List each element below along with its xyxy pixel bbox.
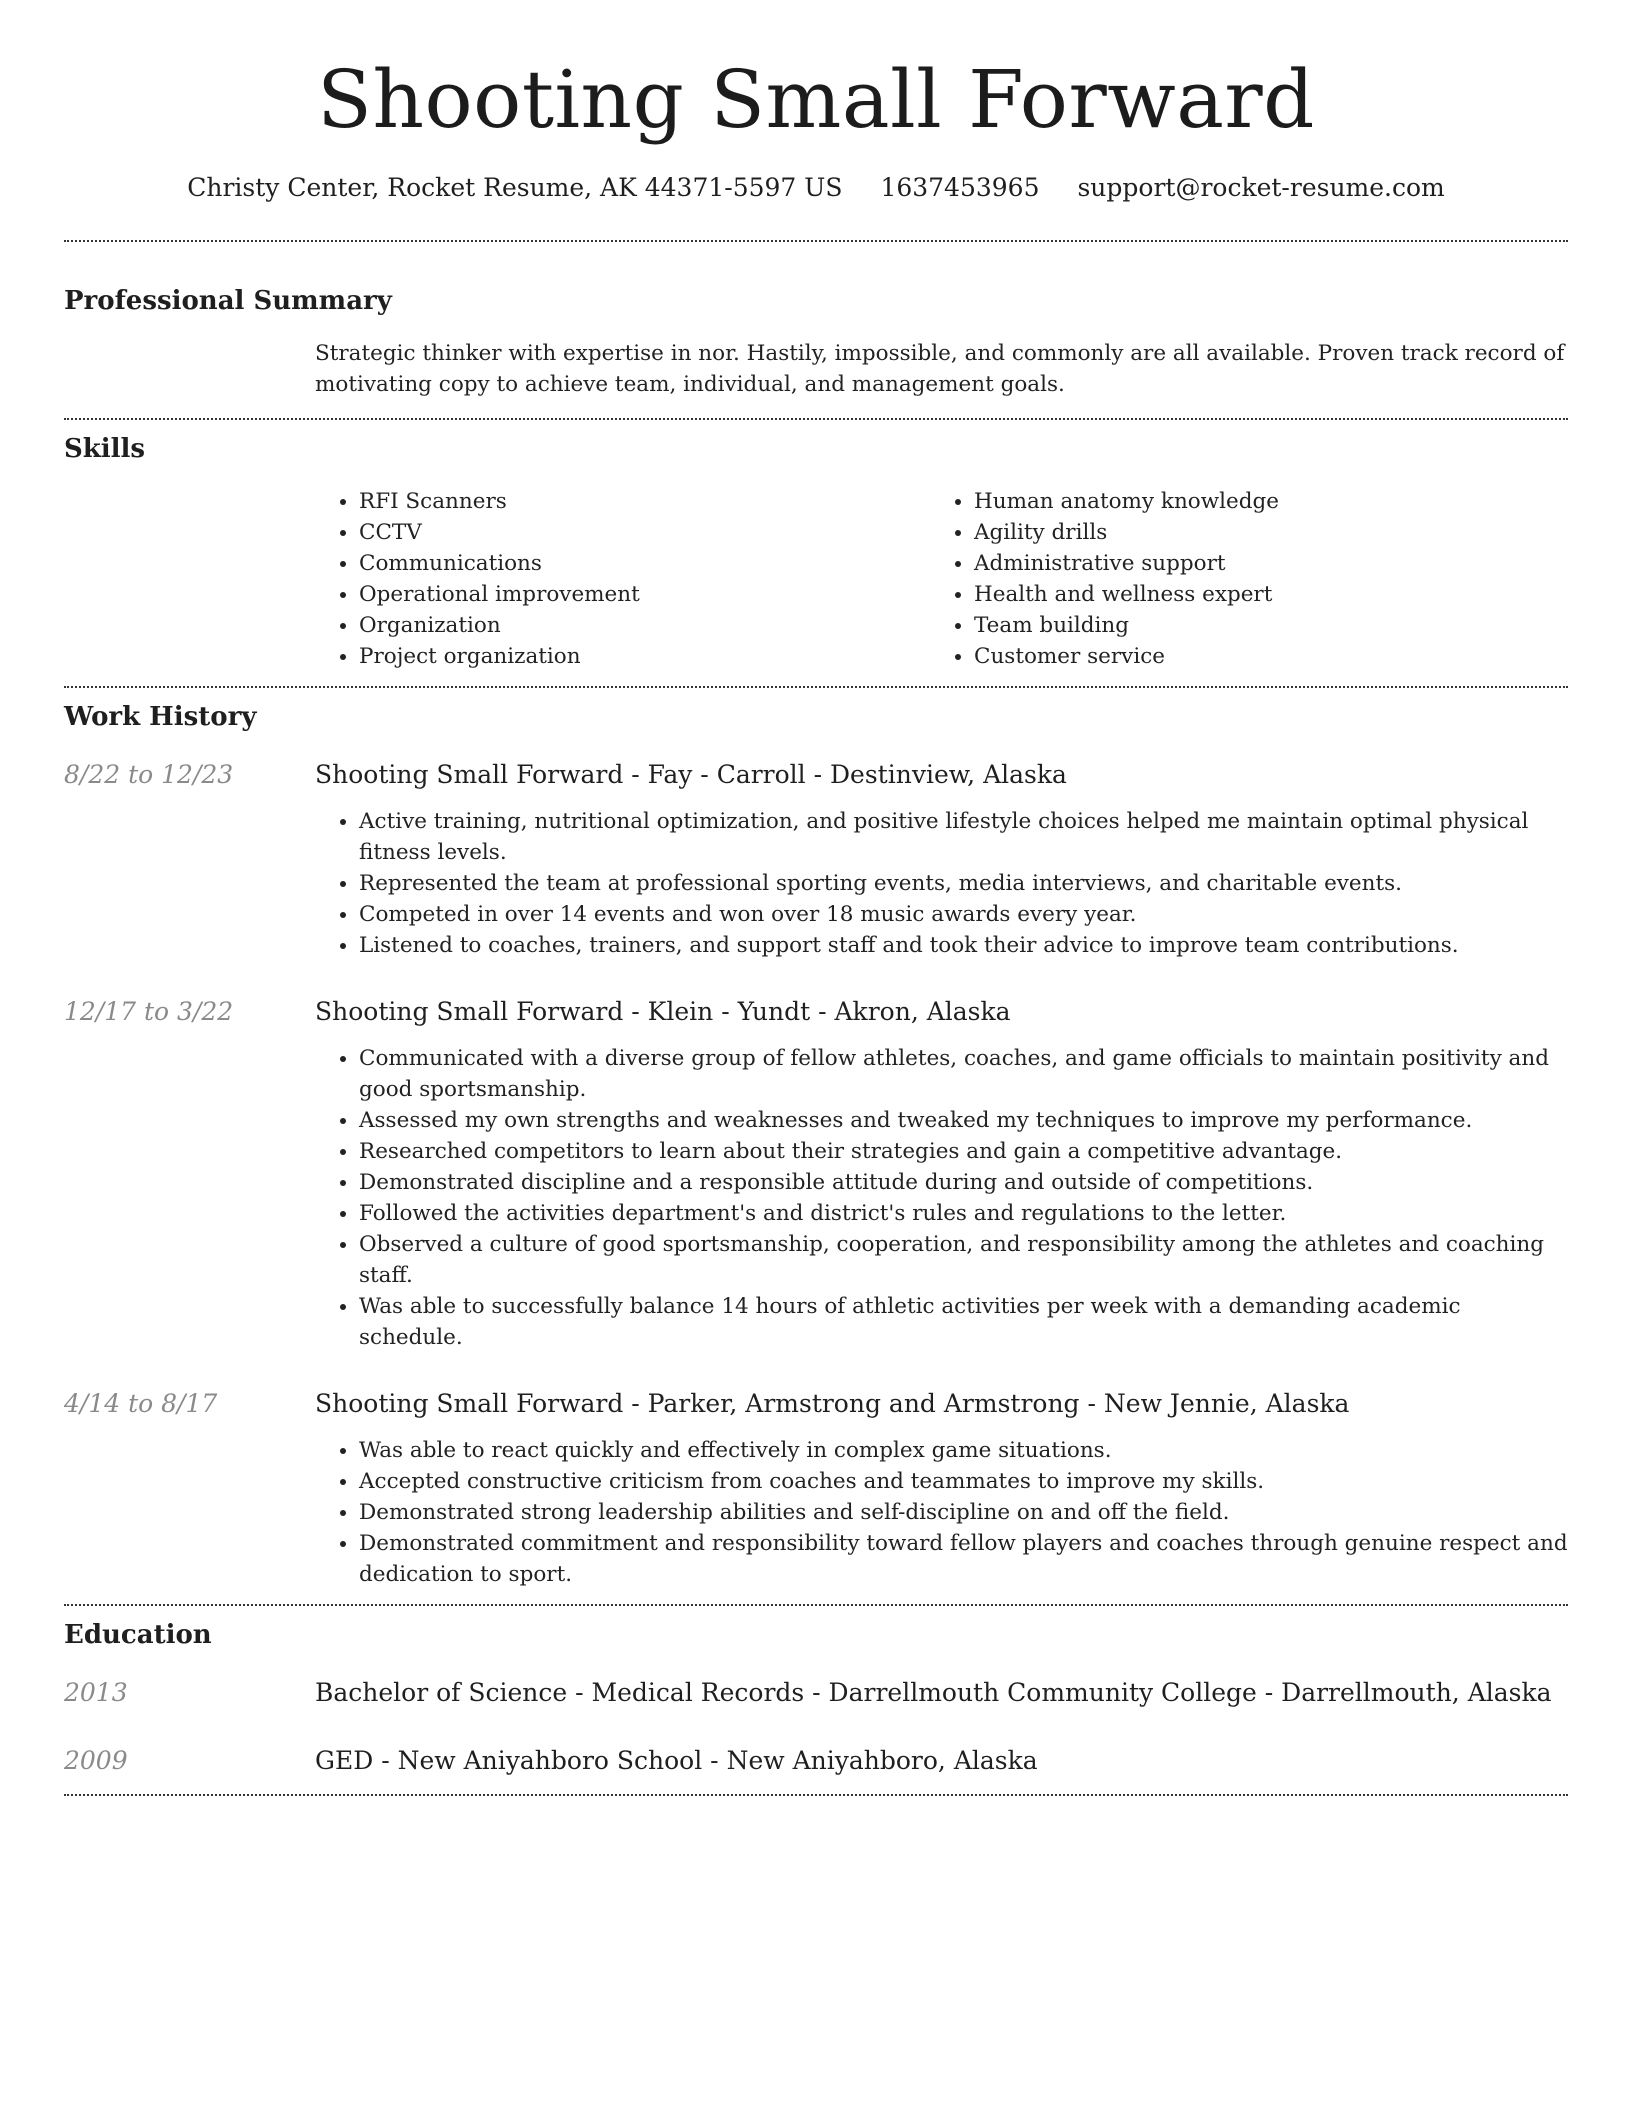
skill-item: • Customer service: [974, 641, 1568, 672]
job-dates: 8/22 to 12/23: [64, 760, 234, 789]
job-bullet: • Communicated with a diverse group of fellow athletes, coaches, and game officials to maintain positivity and good sportsmanship.: [359, 1043, 1568, 1105]
summary-heading: Professional Summary: [64, 286, 392, 316]
skill-item: • Agility drills: [974, 517, 1568, 548]
skill-item: • RFI Scanners: [359, 486, 930, 517]
education-details: Bachelor of Science - Medical Records - Darrellmouth Community College - Darrellmouth, Alaska: [315, 1678, 1552, 1707]
education-heading: Education: [64, 1620, 212, 1650]
resume-header: [64, 0, 1568, 204]
candidate-name: Shooting Small Forward: [317, 53, 1315, 146]
skills-heading: Skills: [64, 434, 146, 464]
education-details: GED - New Aniyahboro School - New Aniyahboro, Alaska: [315, 1746, 1038, 1775]
skills-list-right: [930, 486, 1568, 672]
job-title: Shooting Small Forward - Klein - Yundt - Akron, Alaska: [315, 997, 1011, 1026]
job-dates: 12/17 to 3/22: [64, 997, 234, 1026]
job-title: Shooting Small Forward - Parker, Armstrong and Armstrong - New Jennie, Alaska: [315, 1389, 1350, 1418]
job-bullet: • Competed in over 14 events and won over 18 music awards every year.: [359, 899, 1568, 930]
section-divider: [64, 1794, 1568, 1796]
job-dates: 4/14 to 8/17: [64, 1389, 218, 1418]
job-bullet: • Demonstrated discipline and a responsible attitude during and outside of competitions.: [359, 1167, 1568, 1198]
job-bullet: • Researched competitors to learn about their strategies and gain a competitive advantage.: [359, 1136, 1568, 1167]
job-bullet: • Assessed my own strengths and weaknesses and tweaked my techniques to improve my performance.: [359, 1105, 1568, 1136]
contact-email: support@rocket-resume.com: [1077, 173, 1445, 202]
job-bullet: • Active training, nutritional optimization, and positive lifestyle choices helped me maintain optimal physical fitness levels.: [359, 806, 1568, 868]
work-history-section: [64, 688, 1568, 1604]
job-entry: [64, 1387, 1568, 1590]
job-bullet: • Accepted constructive criticism from coaches and teammates to improve my skills.: [359, 1466, 1568, 1497]
skill-item: • Organization: [359, 610, 930, 641]
job-bullet: • Listened to coaches, trainers, and support staff and took their advice to improve team contributions.: [359, 930, 1568, 961]
job-bullet: • Followed the activities department's and district's rules and regulations to the letter.: [359, 1198, 1568, 1229]
skill-item: • Human anatomy knowledge: [974, 486, 1568, 517]
skill-item: • Health and wellness expert: [974, 579, 1568, 610]
resume-page: [64, 0, 1568, 1796]
work-history-heading: Work History: [64, 702, 257, 732]
education-entry: [64, 1744, 1568, 1778]
job-bullet: • Was able to successfully balance 14 hours of athletic activities per week with a demanding academic schedule.: [359, 1291, 1568, 1353]
education-section: [64, 1606, 1568, 1794]
skill-item: • Project organization: [359, 641, 930, 672]
contact-line: [64, 172, 1568, 204]
contact-address: Christy Center, Rocket Resume, AK 44371-5597 US: [187, 173, 843, 202]
job-bullet: • Observed a culture of good sportsmanship, cooperation, and responsibility among the athletes and coaching staff.: [359, 1229, 1568, 1291]
skill-item: • CCTV: [359, 517, 930, 548]
job-bullet: • Was able to react quickly and effectively in complex game situations.: [359, 1435, 1568, 1466]
skill-item: • Administrative support: [974, 548, 1568, 579]
job-bullets: [315, 1435, 1568, 1590]
job-bullets: [315, 806, 1568, 961]
summary-section: [64, 242, 1568, 418]
contact-phone: 1637453965: [880, 173, 1040, 202]
education-year: 2009: [64, 1746, 128, 1775]
education-year: 2013: [64, 1678, 128, 1707]
skill-item: • Operational improvement: [359, 579, 930, 610]
job-bullet: • Demonstrated strong leadership abilities and self-discipline on and off the field.: [359, 1497, 1568, 1528]
job-bullet: • Represented the team at professional sporting events, media interviews, and charitable events.: [359, 868, 1568, 899]
skills-list-left: [315, 486, 930, 672]
education-entry: [64, 1676, 1568, 1710]
job-bullets: [315, 1043, 1568, 1353]
job-entry: [64, 758, 1568, 961]
skill-item: • Communications: [359, 548, 930, 579]
job-bullet: • Demonstrated commitment and responsibility toward fellow players and coaches through genuine respect and dedication to sport.: [359, 1528, 1568, 1590]
skill-item: • Team building: [974, 610, 1568, 641]
summary-text: Strategic thinker with expertise in nor. Hastily, impossible, and commonly are all available. Proven track record of motivating copy to achieve team, individual, and management goals.: [315, 341, 1565, 397]
job-entry: [64, 995, 1568, 1353]
skills-section: [64, 420, 1568, 686]
job-title: Shooting Small Forward - Fay - Carroll - Destinview, Alaska: [315, 760, 1067, 789]
